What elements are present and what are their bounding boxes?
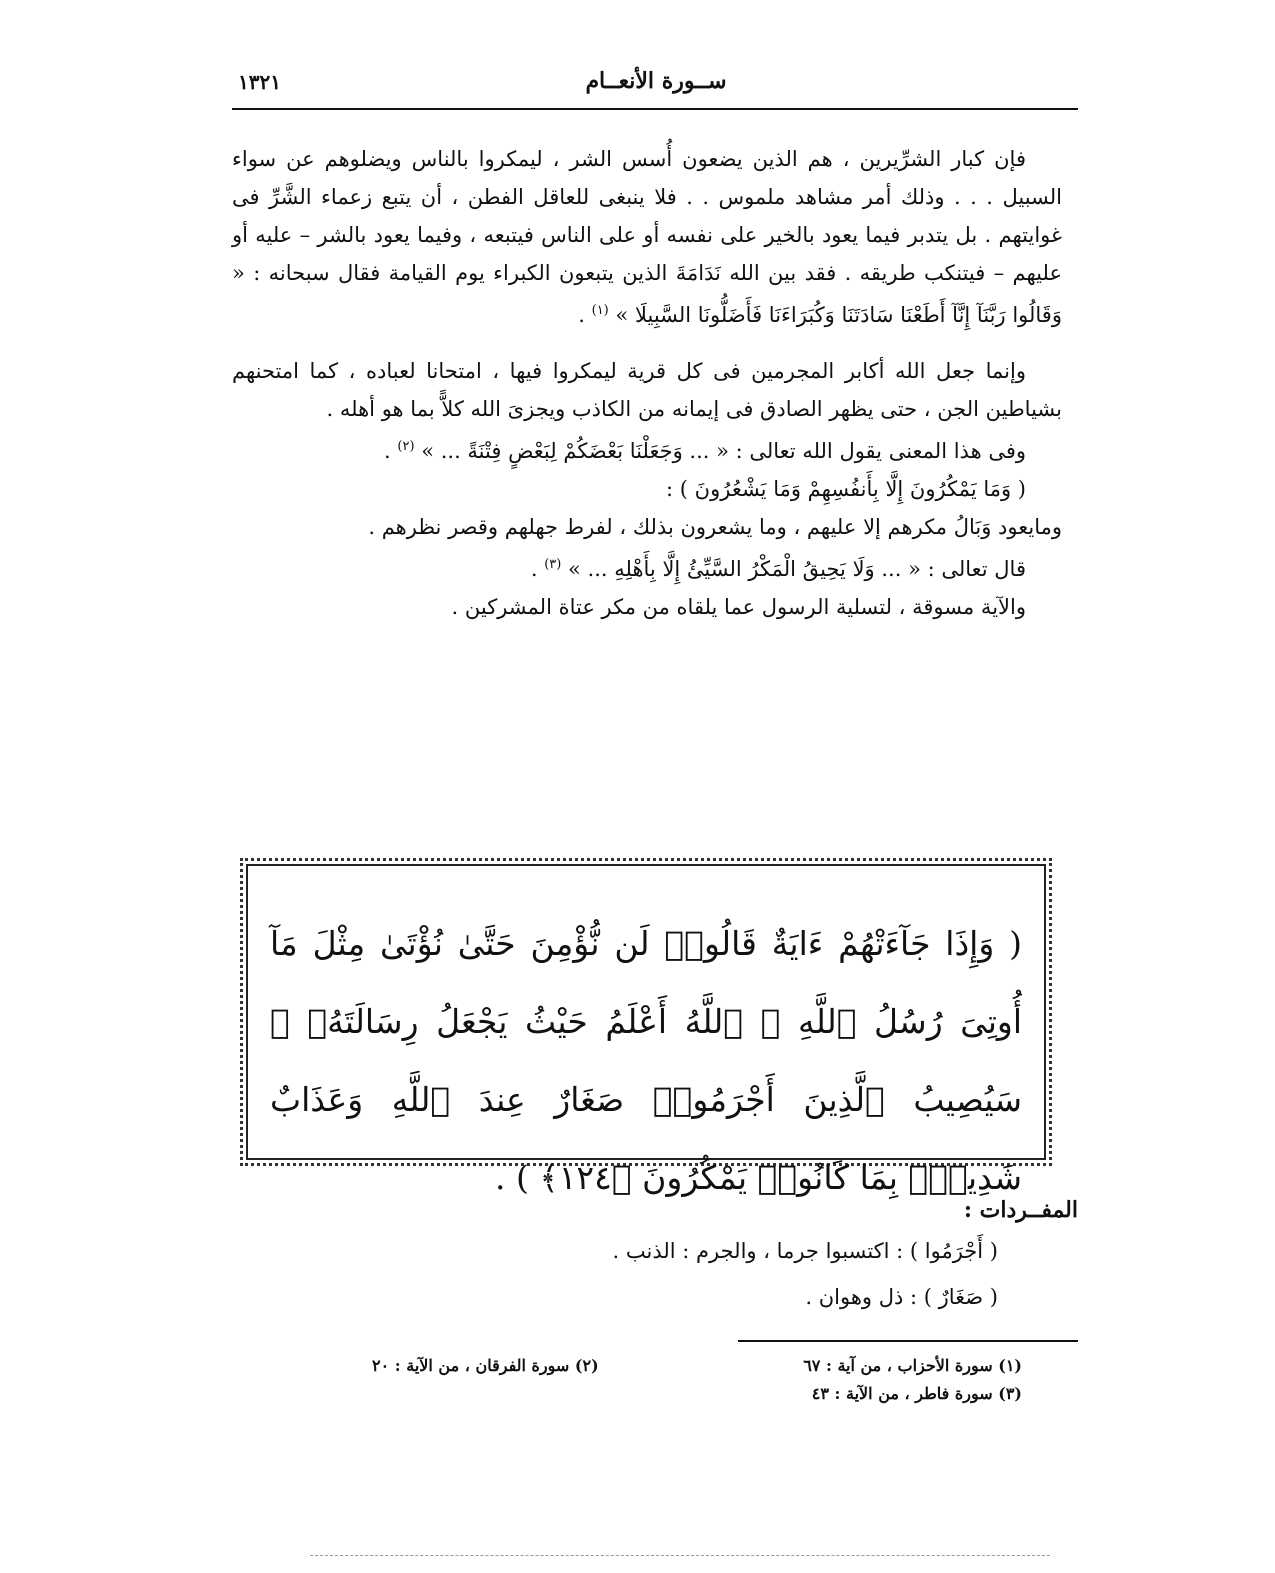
footnote-2: (٢) سورة الفرقان ، من الآية : ٢٠	[372, 1356, 599, 1375]
paragraph-5-text: قال تعالى : « ... وَلَا يَحِيقُ الْمَكْرُ السَّيِّئُ إِلَّا بِأَهْلِهِ ... »	[568, 557, 1026, 581]
paragraph-3: وفى هذا المعنى يقول الله تعالى : « ... وَجَعَلْنَا بَعْضَكُمْ لِبَعْضٍ فِتْنَةً ... » $^{(٢)}$ .	[384, 439, 1026, 463]
verse-quote-line: ( وَمَا يَمْكُرُونَ إِلَّا بِأَنفُسِهِمْ وَمَا يَشْعُرُونَ ) :	[666, 477, 1026, 501]
paragraph-2: وإنما جعل الله أكابر المجرمين فى كل قرية ليمكروا فيها ، امتحانا لعباده ، كما امتحنهم بشياطين الجن ، حتى يظهر الصادق فى إيمانه من الكاذب ويجزىَ الله كلاًّ بما هو أهله .	[232, 359, 1062, 421]
paragraph-4: ومايعود وَبَالُ مكرهم إلا عليهم ، وما يشعرون بذلك ، لفرط جهلهم وقصر نظرهم .	[368, 515, 1062, 539]
paragraph-5: قال تعالى : « ... وَلَا يَحِيقُ الْمَكْرُ السَّيِّئُ إِلَّا بِأَهْلِهِ ... » $^{(٣)}$ .	[530, 557, 1026, 581]
paragraph-3-text: وفى هذا المعنى يقول الله تعالى : « ... وَجَعَلْنَا بَعْضَكُمْ لِبَعْضٍ فِتْنَةً ... »	[421, 439, 1026, 463]
footnote-3: (٣) سورة فاطر ، من الآية : ٤٣	[811, 1384, 1022, 1403]
paragraph-1: فإن كبار الشرِّيرين ، هم الذين يضعون أُسس الشر ، ليمكروا بالناس ويضلوهم عن سواء السبيل . . . وذلك أمر مشاهد ملموس . . فلا ينبغى للعاقل الفطن ، أن يتبع زعماء الشَّرِّ فى غوايتهم . بل يتدبر فيما يعود بالخير على نفسه أو على الناس فيتبعه ، وفيما يعود بالشر – عليه أو عليهم – فيتنكب طريقه . فقد بين الله نَدَامَةَ الذين يتبعون الكبراء يوم القيامة فقال سبحانه : « وَقَالُوا رَبَّنَآ إِنَّآ أَطَعْنَا سَادَتَنَا وَكُبَرَاءَنَا فَأَضَلُّونَا السَّبِيلَا » $^{(١)}$ .	[232, 147, 1062, 327]
bottom-rule	[310, 1555, 1050, 1557]
page-header	[238, 68, 1074, 106]
header-rule	[232, 108, 1078, 110]
page-number: ١٣٢١	[238, 70, 281, 94]
paragraph-1-text: فإن كبار الشرِّيرين ، هم الذين يضعون أُسس الشر ، ليمكروا بالناس ويضلوهم عن سواء السبيل . . . وذلك أمر مشاهد ملموس . . فلا ينبغى للعاقل الفطن ، أن يتبع زعماء الشَّرِّ فى غوايتهم . بل يتدبر فيما يعود بالخير على نفسه أو على الناس فيتبعه ، وفيما يعود بالشر – عليه أو عليهم – فيتنكب طريقه . فقد بين الله نَدَامَةَ الذين يتبعون الكبراء يوم القيامة فقال سبحانه : « وَقَالُوا رَبَّنَآ إِنَّآ أَطَعْنَا سَادَتَنَا وَكُبَرَاءَنَا فَأَضَلُّونَا السَّبِيلَا »	[232, 147, 1062, 327]
vocabulary-heading: المفــردات :	[963, 1197, 1078, 1223]
footnote-rule	[738, 1340, 1078, 1342]
footnote-ref-1: (١)	[591, 303, 609, 318]
footnote-1: (١) سورة الأحزاب ، من آية : ٦٧	[803, 1356, 1022, 1375]
vocabulary-section	[232, 1192, 1078, 1320]
quran-verse: ( وَإِذَا جَآءَتْهُمْ ءَايَةٌ قَالُوا۟ لَن نُّؤْمِنَ حَتَّىٰ نُؤْتَىٰ مِثْلَ مَآ أُوتِىَ رُسُلُ ٱللَّهِ ۘ ٱللَّهُ أَعْلَمُ حَيْثُ يَجْعَلُ رِسَالَتَهُۥ ۗ سَيُصِيبُ ٱلَّذِينَ أَجْرَمُوا۟ صَغَارٌ عِندَ ٱللَّهِ وَعَذَابٌ شَدِيدٌۢ بِمَا كَانُوا۟ يَمْكُرُونَ ﴿١٢٤﴾ ) .	[270, 924, 1022, 1197]
vocabulary-item: ( أَجْرَمُوا ) : اكتسبوا جرما ، والجرم : الذنب .	[612, 1239, 998, 1263]
footnote-ref-3: (٣)	[544, 557, 562, 572]
surah-title: ســورة الأنعــام	[585, 68, 727, 94]
commentary-body	[232, 140, 1062, 626]
paragraph-6: والآية مسوقة ، لتسلية الرسول عما يلقاه من مكر عتاة المشركين .	[451, 595, 1026, 619]
vocabulary-item: ( صَغَارٌ ) : ذل وهوان .	[805, 1285, 998, 1309]
footnote-ref-2: (٢)	[397, 439, 415, 454]
